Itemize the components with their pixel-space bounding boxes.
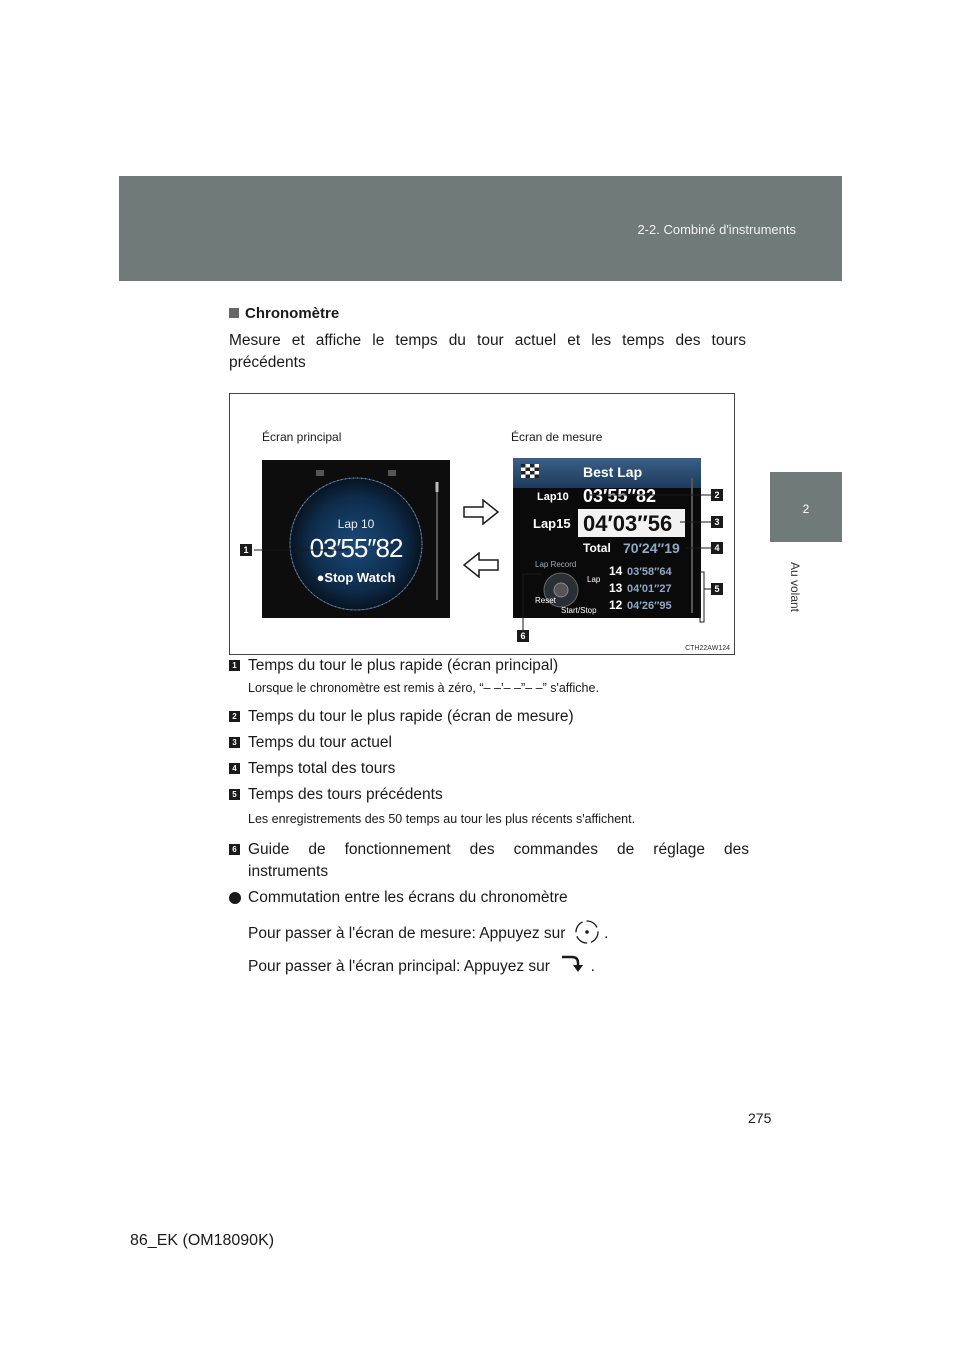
start-stop-label: Start/Stop xyxy=(561,606,597,615)
main-mode-label: ●Stop Watch xyxy=(316,570,396,585)
section-breadcrumb: 2-2. Combiné d'instruments xyxy=(637,222,796,237)
callout-5: 5 xyxy=(711,583,723,595)
legend-text: Temps du tour le plus rapide (écran principal) xyxy=(248,657,559,674)
legend-item xyxy=(229,758,749,780)
callout-1: 1 xyxy=(240,544,252,556)
lap-button-label: Lap xyxy=(587,575,601,584)
switch-to-main xyxy=(229,953,749,978)
best-lap-number: Lap10 xyxy=(537,491,569,503)
square-bullet-icon xyxy=(229,308,239,318)
sentence-end: . xyxy=(590,958,595,975)
current-lap-time: 04′03″56 xyxy=(583,511,673,536)
legend-item xyxy=(229,784,749,806)
legend-text: Temps du tour actuel xyxy=(248,734,392,751)
total-time: 70′24″19 xyxy=(623,540,680,556)
switch-to-measure xyxy=(229,919,749,945)
label-main-screen: Écran principal xyxy=(262,430,342,444)
record-lap-number: 14 xyxy=(609,564,623,578)
page-header xyxy=(119,176,842,281)
switch-to-main-text: Pour passer à l'écran principal: Appuyez sur xyxy=(248,958,550,975)
legend-list xyxy=(229,655,749,978)
best-lap-title: Best Lap xyxy=(583,464,643,480)
legend-item xyxy=(229,655,749,677)
chapter-label: Au volant xyxy=(788,561,802,613)
total-label: Total xyxy=(583,541,611,555)
stopwatch-figure xyxy=(229,393,735,655)
section-intro: Mesure et affiche le temps du tour actuel et les temps des tours précédents xyxy=(229,332,746,371)
callout-lines xyxy=(230,394,734,654)
section-title-text: Chronomètre xyxy=(245,305,340,322)
legend-text: Temps total des tours xyxy=(248,760,396,777)
legend-number: 1 xyxy=(229,660,240,671)
legend-item xyxy=(229,706,749,728)
record-lap-time: 04′26″95 xyxy=(627,600,672,612)
switch-to-measure-text: Pour passer à l'écran de mesure: Appuyez sur xyxy=(248,925,566,942)
chapter-number: 2 xyxy=(802,502,810,516)
label-measure-screen: Écran de mesure xyxy=(511,430,603,444)
callout-3: 3 xyxy=(711,516,723,528)
legend-number: 5 xyxy=(229,789,240,800)
record-lap-number: 13 xyxy=(609,581,623,595)
legend-number: 4 xyxy=(229,763,240,774)
switching-title: Commutation entre les écrans du chronomètre xyxy=(248,889,568,906)
record-lap-number: 12 xyxy=(609,598,623,612)
switching-bullet xyxy=(229,887,749,909)
enter-button-icon xyxy=(574,919,600,945)
legend-number: 6 xyxy=(229,844,240,855)
sentence-end: . xyxy=(604,925,609,942)
legend-item xyxy=(229,732,749,754)
figure-code: CTH22AW124 xyxy=(685,645,730,652)
current-lap-number: Lap15 xyxy=(533,516,571,531)
reset-label: Reset xyxy=(535,596,556,605)
chapter-label-wrap xyxy=(785,550,805,640)
legend-item xyxy=(229,839,749,883)
callout-6: 6 xyxy=(517,630,529,642)
chapter-tab xyxy=(770,472,842,542)
main-best-time: 03′55″82 xyxy=(309,533,403,563)
section-title xyxy=(229,305,339,322)
best-lap-time: 03′55″82 xyxy=(583,486,657,506)
legend-note: Les enregistrements des 50 temps au tour les plus récents s'affichent. xyxy=(248,812,636,826)
back-arrow-icon xyxy=(558,953,586,975)
lap-record-label: Lap Record xyxy=(535,560,577,569)
record-lap-time: 03′58″64 xyxy=(627,566,672,578)
record-lap-time: 04′01″27 xyxy=(627,583,672,595)
callout-2: 2 xyxy=(711,489,723,501)
legend-text: Temps du tour le plus rapide (écran de mesure) xyxy=(248,708,574,725)
legend-number: 3 xyxy=(229,737,240,748)
page-number: 275 xyxy=(748,1110,772,1126)
main-lap-label: Lap 10 xyxy=(337,517,375,531)
bullet-dot-icon xyxy=(229,892,241,904)
legend-note: Lorsque le chronomètre est remis à zéro, “– –’– –”– –” s'affiche. xyxy=(248,681,599,695)
callout-4: 4 xyxy=(711,542,723,554)
model-code: 86_EK (OM18090K) xyxy=(130,1232,275,1249)
legend-number: 2 xyxy=(229,711,240,722)
legend-text: Temps des tours précédents xyxy=(248,786,443,803)
legend-text: Guide de fonctionnement des commandes de réglage des instruments xyxy=(248,841,749,880)
